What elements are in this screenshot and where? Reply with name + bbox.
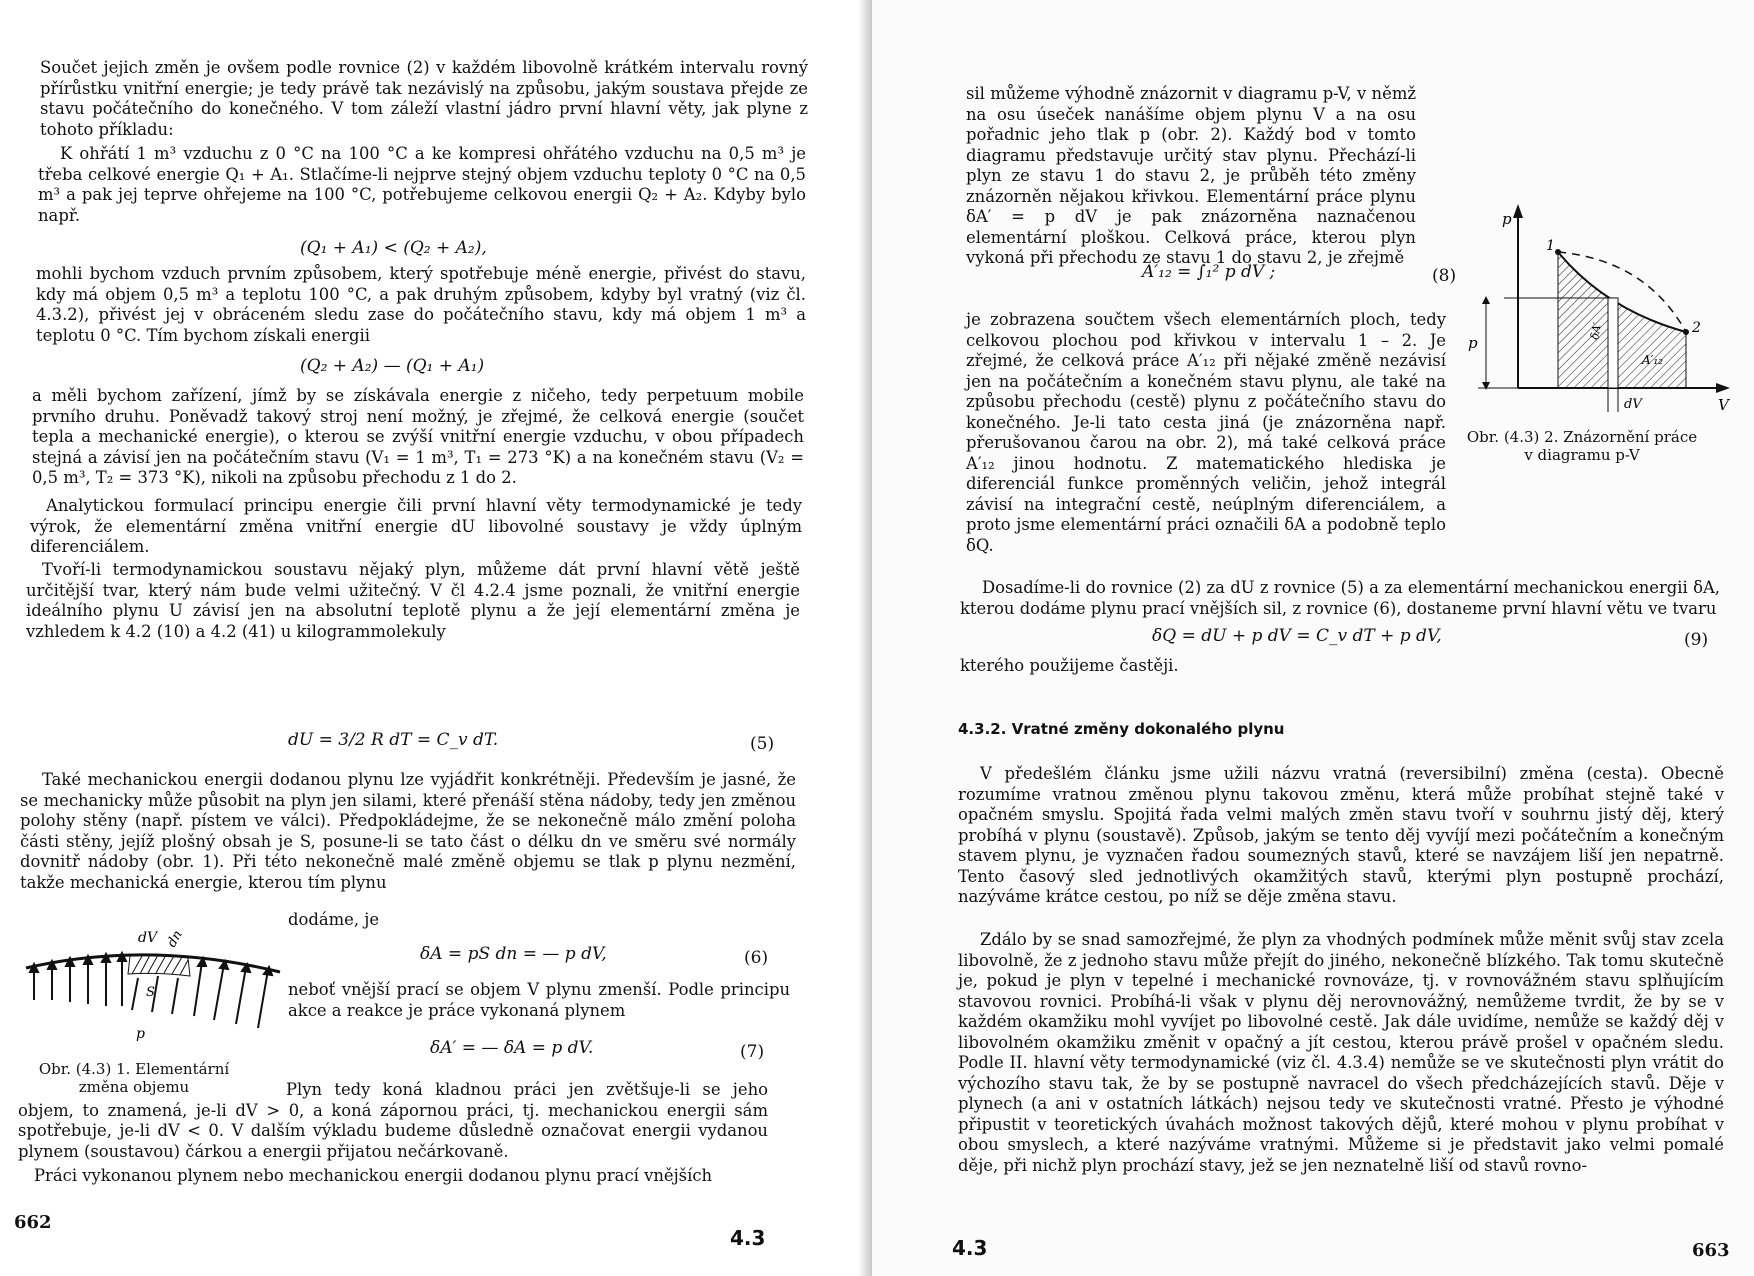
- figure-1: [18, 920, 288, 1060]
- paragraph-text: a měli bychom zařízení, jímž by se získávala energie z ničeho, tedy perpetuum mobile prvního druhu. Poněvadž takový stroj není možný, je zřejmé, že celková energie (součet tepla a mechanické energie), o kterou se zvýší vnitřní energie vzduchu, v obou případech stejná a závisí jen na počátečním stavu (V₁ = 1 m³, T₁ = 273 °K) a na konečném stavu (V₂ = 0,5 m³, T₂ = 373 °K), nikoli na způsobu přechodu z 1 do 2.: [32, 386, 804, 487]
- label-dn: dn: [164, 928, 186, 950]
- paragraph: [966, 310, 1446, 556]
- equation-number: (9): [1684, 630, 1709, 650]
- paragraph-text: mohli bychom vzduch prvním způsobem, který spotřebuje méně energie, přivést do stavu, kdy má objem 0,5 m³ a teplotu 100 °C, a pak druhým způsobem, kdyby byl vratný (viz čl. 4.3.2), přivést jej v obráceném sledu zase do počátečního stavu, kdy má objem 1 m³ a teplotu 0 °C. Tím bychom získali energii: [36, 264, 806, 345]
- paragraph: [26, 560, 800, 642]
- dA-label: δA′: [1588, 321, 1604, 341]
- paragraph-text: Práci vykonanou plynem nebo mechanickou energii dodanou plynu prací vnějších: [34, 1166, 713, 1185]
- paragraph: [32, 386, 804, 489]
- paragraph: [30, 496, 802, 558]
- paragraph: [288, 980, 790, 1021]
- paragraph-text: dodáme, je: [288, 910, 380, 929]
- paragraph: [960, 578, 1720, 619]
- paragraph-text: Plyn tedy koná kladnou práci jen zvětšuje-li se jeho objem, to znamená, je-li dV > 0, a koná zápornou práci, tj. mechanickou energii sám spotřebuje, je-li dV < 0. V dalším výkladu budeme důsledně označovat energii vydanou plynem (soustavou) čárkou a energii přijatou nečárkovaně.: [18, 1080, 768, 1161]
- page-number: 663: [1692, 1240, 1730, 1261]
- left-page: [0, 0, 872, 1276]
- equation-7: δA′ = — δA = p dV.: [430, 1038, 594, 1058]
- equation-9: δQ = dU + p dV = C_v dT + p dV,: [1152, 626, 1442, 646]
- paragraph: [288, 910, 488, 931]
- paragraph: [958, 764, 1724, 908]
- equation-difference: (Q₂ + A₂) — (Q₁ + A₁): [300, 356, 485, 376]
- point-2-label: 2: [1692, 320, 1701, 336]
- right-page: [872, 0, 1754, 1276]
- axis-p-label: p: [1502, 210, 1512, 228]
- paragraph: [18, 1080, 768, 1162]
- equation-5: dU = 3/2 R dT = C_v dT.: [288, 730, 499, 750]
- paragraph-text: Tvoří-li termodynamickou soustavu nějaký plyn, můžeme dát první hlavní větě ještě určitější tvar, který nám bude velmi užitečný. V čl 4.2.4 jsme poznali, že vnitřní energie ideálního plynu U závisí jen na absolutní teplotě plynu a že její elementární změna je vzhledem k 4.2 (10) a 4.2 (41) u kilogrammolekuly: [26, 560, 800, 641]
- point-1-label: 1: [1546, 238, 1555, 254]
- section-heading: 4.3.2. Vratné změny dokonalého plynu: [958, 720, 1285, 738]
- paragraph-text: sil můžeme výhodně znázornit v diagramu p-V, v němž na osu úseček nanášíme objem plynu V a na osu pořadnic jeho tlak p (obr. 2). Každý bod v tomto diagramu představuje určitý stav plynu. Přechází-li plyn ze stavu 1 do stavu 2, je průběh této změny znázorněn nějakou křivkou. Elementární práce plynu δA′ = p dV je pak znázorněna naznačenou elementární ploškou. Celková práce, kterou plyn vykoná při přechodu ze stavu 1 do stavu 2, je zřejmě: [966, 84, 1416, 267]
- equation-6: δA = pS dn = — p dV,: [420, 944, 607, 964]
- equation-inequality: (Q₁ + A₁) < (Q₂ + A₂),: [300, 238, 487, 258]
- side-p-label: p: [1468, 334, 1478, 352]
- paragraph: [40, 58, 808, 140]
- paragraph-text: neboť vnější prací se objem V plynu zmenší. Podle principu akce a reakce je práce vykonaná plynem: [288, 980, 790, 1020]
- page-number: 662: [14, 1212, 52, 1233]
- elementary-strip: [1608, 298, 1618, 388]
- equation-number: (5): [750, 734, 775, 754]
- label-S: S: [146, 985, 155, 1000]
- paragraph: [966, 84, 1416, 269]
- A12-label: A′₁₂: [1642, 353, 1664, 367]
- paragraph-text: Zdálo by se snad samozřejmé, že plyn za vhodných podmínek může měnit svůj stav zcela libovolně, že z jednoho stavu může přejít do jiného, nekonečně blízkého. Tak tomu skutečně je, pokud je plyn v tepelné i mechanické rovnováze, tj. v rovnovážném stavu splňujícím stavovou rovnici. Probíhá-li však v plynu děj nerovnovážný, nemůžeme tvrdit, že by se v každém okamžiku mohl vyvíjet po libovolné cestě. Jak dále uvidíme, nemůže se každý děj v libovolném okamžiku změnit v opačný a jít cestou, kterou právě prošel v opačném sledu. Podle II. hlavní věty termodynamické (viz čl. 4.3.4) nemůže se ve skutečnosti plyn vrátit do výchozího stavu tak, že by se postupně navracel do všech předcházejících stavů. Děje v plynech (a ani v ostatních látkách) nejsou tedy ve skutečnosti vratné. Přesto je výhodné připustit v teoretických úvahách možnost takových dějů, které mohou v plynu probíhat v obou smyslech, a které nazýváme vratnými. Můžeme si je představit jako velmi pomalé děje, při nichž plyn prochází stavy, jež se jen neznatelně liší od stavů rovno-: [958, 930, 1724, 1175]
- V-axis-arrow: [1716, 383, 1730, 393]
- paragraph-text: Také mechanickou energii dodanou plynu lze vyjádřit konkrétněji. Především je jasné, že se mechanicky může působit na plyn jen silami, které přenáší stěna nádoby, tedy jen změnou polohy stěny (např. pístem ve válci). Předpokládejme, že se nekonečně málo změní poloha části stěny, jejíž plošný obsah je S, posune-li se tato část o délku dn ve směru své normály dovnitř nádoby (obr. 1). Při této nekonečně malé změně objemu se tlak p plynu nezmění, takže mechanická energie, kterou tím plynu: [20, 770, 796, 892]
- paragraph: [958, 930, 1724, 1176]
- paragraph: [18, 1166, 778, 1187]
- paragraph: [38, 144, 806, 226]
- label-p: p: [136, 1026, 145, 1042]
- paragraph: [36, 264, 806, 346]
- axis-V-label: V: [1718, 396, 1729, 414]
- figure-2: [1456, 200, 1754, 440]
- paragraph: [960, 656, 1360, 677]
- section-mark: 4.3: [952, 1236, 988, 1260]
- paragraph-text: Dosadíme-li do rovnice (2) za dU z rovnice (5) a za elementární mechanickou energii δA, kterou dodáme plynu prací vnějších sil, z rovnice (6), dostaneme první hlavní větu ve tvaru: [960, 578, 1720, 618]
- equation-number: (8): [1432, 266, 1457, 286]
- figure-2-caption: Obr. (4.3) 2. Znázornění práce v diagramu p-V: [1466, 428, 1698, 464]
- paragraph-text: Součet jejich změn je ovšem podle rovnice (2) v každém libovolně krátkém intervalu rovný přírůstku vnitřní energie; je tedy právě tak nezávislý na způsobu, jakým soustava přejde ze stavu počátečního do konečného. V tom záleží vlastní jádro první hlavní věty, jak plyne z tohoto příkladu:: [40, 58, 808, 139]
- equation-number: (7): [740, 1042, 765, 1062]
- hatched-element: [128, 955, 190, 976]
- paragraph: [20, 770, 796, 893]
- paragraph-text: kterého použijeme častěji.: [960, 656, 1179, 675]
- figure-1-caption: Obr. (4.3) 1. Elementární změna objemu: [38, 1060, 230, 1096]
- paragraph-text: K ohřátí 1 m³ vzduchu z 0 °C na 100 °C a ke kompresi ohřátého vzduchu na 0,5 m³ je třeba celkové energie Q₁ + A₁. Stlačíme-li nejprve stejný objem vzduchu teploty 0 °C na 0,5 m³ a pak jej teprve ohřejeme na 100 °C, potřebujeme celkovou energii Q₂ + A₂. Kdyby bylo např.: [38, 144, 806, 225]
- equation-8: A′₁₂ = ∫₁² p dV ;: [1142, 262, 1276, 282]
- equation-number: (6): [744, 948, 769, 968]
- section-mark: 4.3: [730, 1226, 766, 1250]
- paragraph-text: Analytickou formulací principu energie čili první hlavní věty termodynamické je tedy výrok, že elementární změna vnitřní energie dU libovolné soustavy je vždy úplným diferenciálem.: [30, 496, 802, 556]
- paragraph-text: V předešlém článku jsme užili názvu vratná (reversibilní) změna (cesta). Obecně rozumíme vratnou změnou plynu takovou změnu, která může probíhat stejně také v opačném smyslu. Spojitá řada velmi malých změn stavu tvoří v souhrnu jistý děj, který probíhá v plynu (soustavě). Způsob, jakým se tento děj vyvíjí mezi počátečním a konečným stavem plynu, je vyznačen řadou soumezných stavů, které se navzájem liší jen nepatrně. Tento časový sled jednotlivých okamžitých stavů, kterými plyn postupně prochází, nazýváme krátce cestou, po níž se děje změna stavu.: [958, 764, 1724, 906]
- p-axis-arrow: [1513, 204, 1523, 218]
- dV-label: dV: [1624, 397, 1642, 412]
- label-dV: dV: [138, 930, 158, 946]
- paragraph-text: je zobrazena součtem všech elementárních ploch, tedy celkovou plochou pod křivkou v intervalu 1 – 2. Je zřejmé, že celková práce A′₁₂ při nějaké změně nezávisí jen na počátečním a konečném stavu plynu, ale také na způsobu přechodu (cestě) plynu z počátečního stavu do konečného. Je-li tato cesta jiná (je znázorněna např. přerušovanou čarou na obr. 2), má také celková práce A′₁₂ jinou hodnotu. Z matematického hlediska je diferenciál funkce proměnných veličin, jehož integrál závisí na integrační cestě, neúplným diferenciálem, a proto jsme elementární práci označili δA a podobně teplo δQ.: [966, 310, 1446, 555]
